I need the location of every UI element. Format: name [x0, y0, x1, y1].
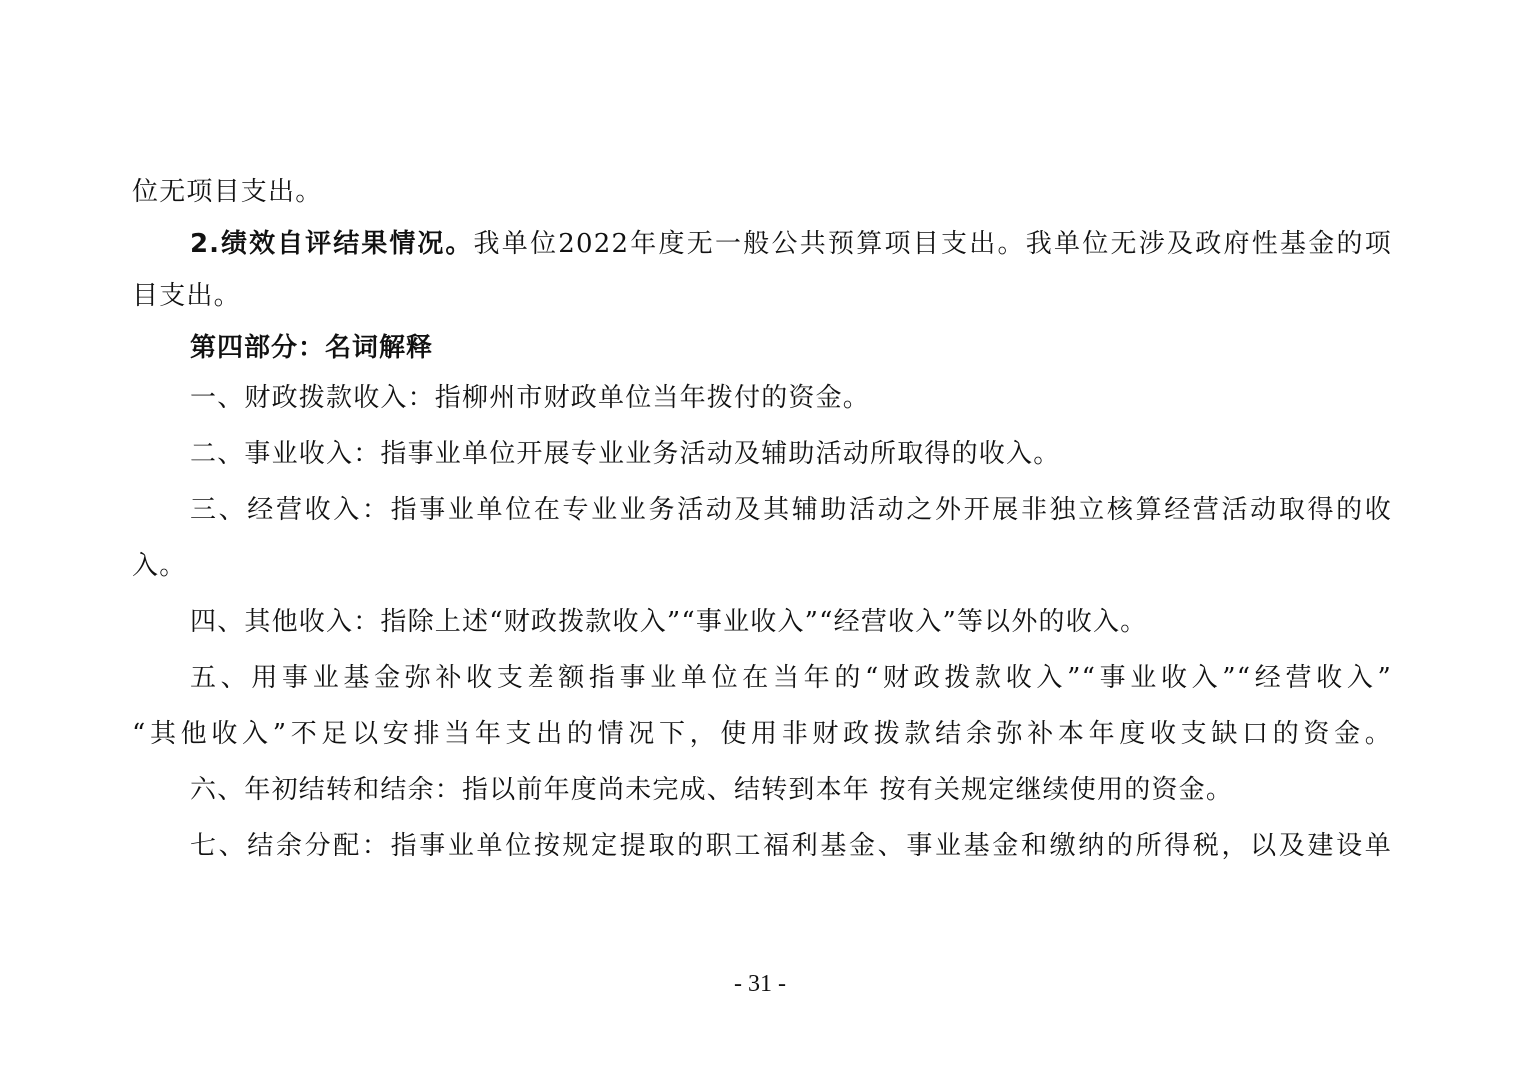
paragraph-line: 目支出。 — [132, 281, 241, 311]
definition-item-continued: 入。 — [132, 551, 187, 581]
section-heading: 第四部分：名词解释 — [190, 333, 434, 363]
definition-item: 二、事业收入：指事业单位开展专业业务活动及辅助活动所取得的收入。 — [190, 439, 1061, 469]
page-number: - 31 - — [734, 971, 786, 997]
definition-item: 一、财政拨款收入：指柳州市财政单位当年拨付的资金。 — [190, 383, 871, 413]
definition-item: 三、经营收入：指事业单位在专业业务活动及其辅助活动之外开展非独立核算经营活动取得的收 — [190, 495, 1392, 525]
performance-heading: 2.绩效自评结果情况。 — [190, 229, 474, 259]
definition-item: 七、结余分配：指事业单位按规定提取的职工福利基金、事业基金和缴纳的所得税，以及建设单 — [190, 831, 1392, 861]
definition-item: 六、年初结转和结余：指以前年度尚未完成、结转到本年 按有关规定继续使用的资金。 — [190, 775, 1234, 805]
definition-item: 四、其他收入：指除上述“财政拨款收入”“事业收入”“经营收入”等以外的收入。 — [190, 607, 1148, 637]
performance-text: 我单位2022年度无一般公共预算项目支出。我单位无涉及政府性基金的项 — [473, 229, 1392, 259]
definition-item: 五、用事业基金弥补收支差额指事业单位在当年的“财政拨款收入”“事业收入”“经营收入” — [190, 663, 1392, 693]
paragraph-line — [190, 226, 1392, 262]
paragraph-line: 位无项目支出。 — [132, 177, 323, 207]
definition-item-continued: “其他收入”不足以安排当年支出的情况下，使用非财政拨款结余弥补本年度收支缺口的资金。 — [132, 719, 1392, 749]
